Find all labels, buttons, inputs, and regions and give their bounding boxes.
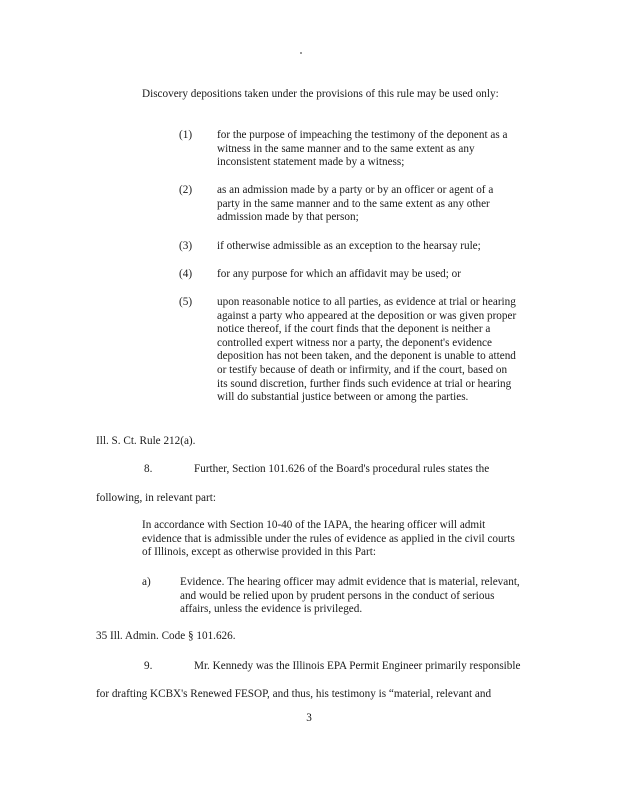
item-text: as an admission made by a party or by an officer or agent of a party in the same manner and to the same extent as any other admission made by that person; (217, 184, 494, 224)
paragraph-9 (96, 660, 526, 674)
paragraph-number: 9. (144, 660, 153, 672)
item-number: (2) (179, 184, 193, 196)
paragraph-line: Mr. Kennedy was the Illinois EPA Permit Engineer primarily responsible (194, 660, 521, 672)
item-number: (4) (179, 268, 193, 280)
paragraph-8 (96, 463, 526, 477)
item-number: (5) (179, 296, 193, 308)
paragraph-line: Further, Section 101.626 of the Board's procedural rules states the (194, 463, 490, 475)
paragraph-8-cont: following, in relevant part: (96, 492, 216, 504)
item-text: upon reasonable notice to all parties, as evidence at trial or hearing against a party who appeared at the deposition or was given proper notice thereof, if the court finds that the deponent is neither a controlled expert witness nor a party, the deponent's evidence deposition has not been taken, and the deponent is unable to attend or testify because of death or infirmity, and if the court, based on its sound discretion, further finds such evidence at trial or hearing will do substantial justice between or among the parties. (217, 296, 517, 404)
sub-item-label: a) (142, 576, 151, 588)
item-text: for the purpose of impeaching the testimony of the deponent as a witness in the same manner and to the same extent as any inconsistent statement made by a witness; (217, 129, 508, 169)
citation: 35 Ill. Admin. Code § 101.626. (96, 630, 236, 642)
block-quote: In accordance with Section 10-40 of the IAPA, the hearing officer will admit evidence that is admissible under the rules of evidence as applied in the civil courts of Illinois, except as otherwise provided in this Part: (142, 519, 515, 559)
page-number: 3 (306, 712, 312, 724)
item-number: (3) (179, 240, 193, 252)
item-number: (1) (179, 129, 193, 141)
quote-intro: Discovery depositions taken under the provisions of this rule may be used only: (142, 88, 499, 100)
item-text: if otherwise admissible as an exception to the hearsay rule; (217, 240, 481, 252)
scan-speck (300, 52, 302, 54)
paragraph-9-cont: for drafting KCBX's Renewed FESOP, and thus, his testimony is “material, relevant and (96, 688, 492, 700)
item-text: for any purpose for which an affidavit may be used; or (217, 268, 461, 280)
paragraph-number: 8. (144, 463, 153, 475)
citation: Ill. S. Ct. Rule 212(a). (96, 435, 196, 447)
sub-item-text: Evidence. The hearing officer may admit evidence that is material, relevant, and would be relied upon by prudent persons in the conduct of serious affairs, unless the evidence is privileged. (180, 576, 520, 616)
